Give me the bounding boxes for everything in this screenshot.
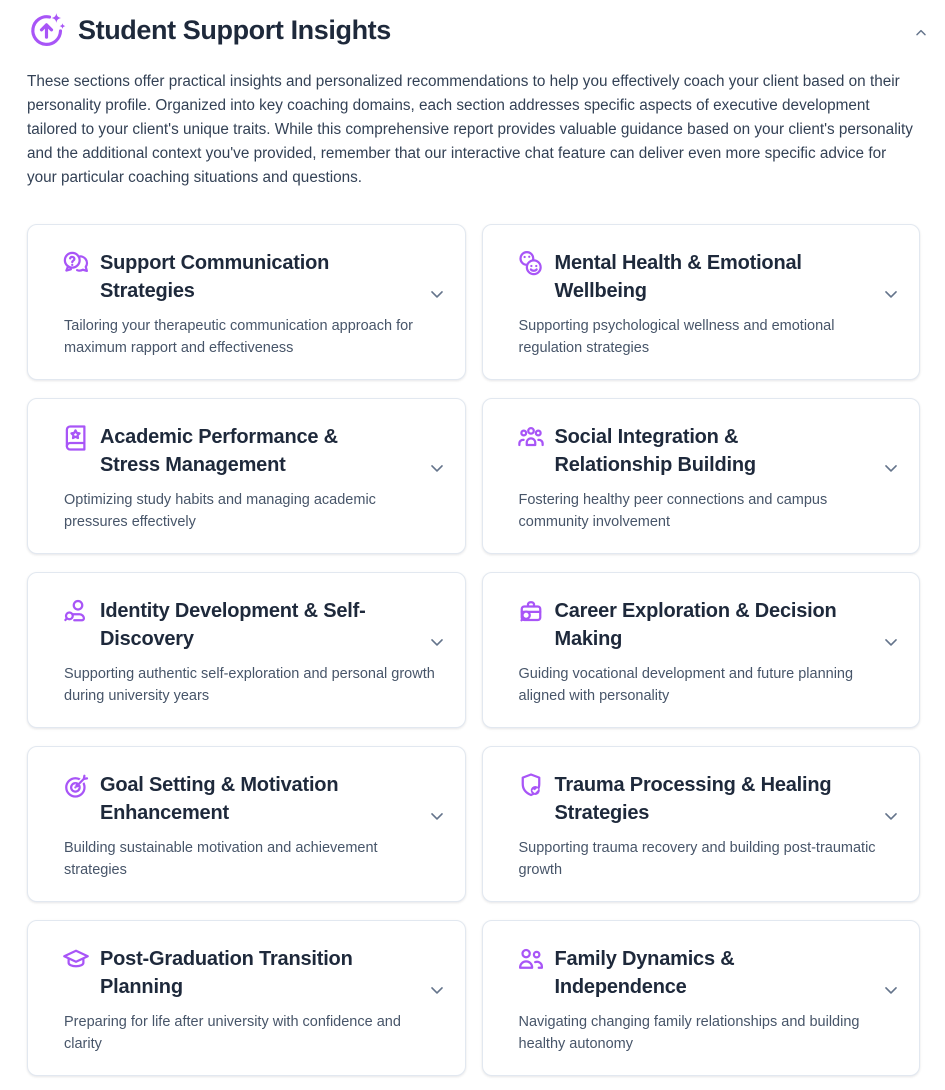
chevron-up-icon[interactable] [912,24,930,42]
insight-card-description: Tailoring your therapeutic communication approach for maximum rapport and effectiveness [64,318,413,356]
chat-question-icon [61,249,91,279]
insight-card-header [516,597,902,653]
insight-card-description: Building sustainable motivation and achievement strategies [64,840,378,878]
insight-card-header [61,945,447,1001]
chevron-down-icon[interactable] [427,980,447,1000]
insight-card-title: Post-Graduation Transition Planning [100,948,353,998]
briefcase-search-icon [516,597,546,627]
insight-card-description: Supporting authentic self-exploration and personal growth during university years [64,666,435,704]
insight-card-description: Navigating changing family relationships and building healthy autonomy [518,1014,860,1052]
chevron-down-icon[interactable] [427,458,447,478]
insight-card-header [61,597,447,653]
insight-card-header [516,771,902,827]
insight-card[interactable] [27,398,466,554]
insight-card[interactable] [482,224,921,380]
chevron-down-icon[interactable] [427,806,447,826]
insight-card-title: Identity Development & Self-Discovery [100,600,366,650]
insight-card-header [61,249,447,305]
insight-cards-grid [27,224,920,1076]
insight-card-header [516,423,902,479]
panel-header [27,10,920,50]
users-group-icon [516,423,546,453]
insight-card[interactable] [27,572,466,728]
insight-card[interactable] [482,746,921,902]
page-title: Student Support Insights [78,14,391,45]
chevron-down-icon[interactable] [881,980,901,1000]
insight-card-header [61,771,447,827]
insight-card-description: Supporting psychological wellness and emotional regulation strategies [518,318,835,356]
insight-card-title: Academic Performance & Stress Management [100,426,338,476]
chevron-down-icon[interactable] [881,632,901,652]
insight-card-description: Guiding vocational development and future planning aligned with personality [518,666,854,704]
insight-card-description: Optimizing study habits and managing academic pressures effectively [64,492,376,530]
insight-card-title: Goal Setting & Motivation Enhancement [100,774,339,824]
insight-card-header [516,249,902,305]
chevron-down-icon[interactable] [427,632,447,652]
insight-card[interactable] [482,572,921,728]
chevron-down-icon[interactable] [881,284,901,304]
insight-card-header [61,423,447,479]
insight-card[interactable] [482,920,921,1076]
insight-card[interactable] [27,920,466,1076]
user-search-icon [61,597,91,627]
graduation-cap-icon [61,945,91,975]
insight-card[interactable] [27,746,466,902]
insights-sparkle-icon [27,10,67,50]
smiley-faces-icon [516,249,546,279]
chevron-down-icon[interactable] [881,806,901,826]
insight-card-description: Supporting trauma recovery and building post-traumatic growth [518,840,876,878]
insight-card-title: Mental Health & Emotional Wellbeing [554,252,802,302]
insight-card-title: Support Communication Strategies [100,252,330,302]
insight-card-description: Fostering healthy peer connections and campus community involvement [518,492,828,530]
insight-card[interactable] [482,398,921,554]
chevron-down-icon[interactable] [427,284,447,304]
insight-card[interactable] [27,224,466,380]
goal-target-icon [61,771,91,801]
insight-card-title: Trauma Processing & Healing Strategies [554,774,832,824]
shield-check-icon [516,771,546,801]
book-star-icon [61,423,91,453]
family-users-icon [516,945,546,975]
insight-card-title: Career Exploration & Decision Making [554,600,837,650]
insight-card-title: Social Integration & Relationship Building [554,426,756,476]
chevron-down-icon[interactable] [881,458,901,478]
insight-card-title: Family Dynamics & Independence [554,948,735,998]
intro-paragraph: These sections offer practical insights and personalized recommendations to help you effectively coach your client based on their personality profile. Organized into key coaching domains, each section addresses specific aspects of executive development tailored to your client's unique traits. While this comprehensive report provides valuable guidance based on your client's personality and the additional context you've provided, remember that our interactive chat feature can deliver even more specific advice for your particular coaching situations and questions. [27,73,913,186]
insight-card-header [516,945,902,1001]
insight-card-description: Preparing for life after university with confidence and clarity [64,1014,401,1052]
